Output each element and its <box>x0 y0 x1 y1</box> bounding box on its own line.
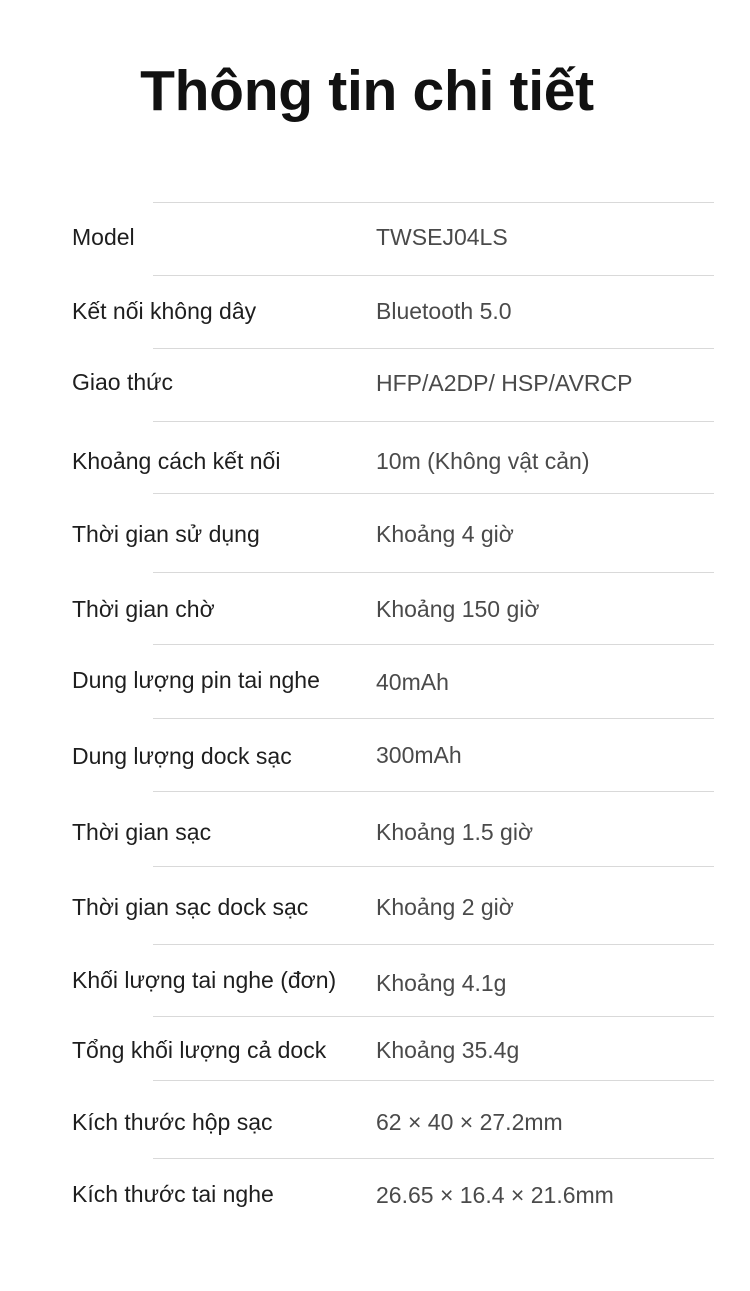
spec-value-charge-time: Khoảng 1.5 giờ <box>376 819 534 845</box>
row-divider <box>153 644 714 645</box>
spec-label-dock-charge-time: Thời gian sạc dock sạc <box>72 894 309 920</box>
spec-value-earbud-size: 26.65 × 16.4 × 21.6mm <box>376 1182 614 1208</box>
spec-label-case-size: Kích thước hộp sạc <box>72 1109 273 1135</box>
row-divider <box>153 791 714 792</box>
row-divider <box>153 1016 714 1017</box>
spec-value-model: TWSEJ04LS <box>376 224 508 250</box>
spec-label-range: Khoảng cách kết nối <box>72 448 281 474</box>
spec-value-total-weight: Khoảng 35.4g <box>376 1037 520 1063</box>
spec-label-protocol: Giao thức <box>72 369 174 395</box>
row-divider <box>153 1158 714 1159</box>
row-divider <box>153 718 714 719</box>
row-divider <box>153 275 714 276</box>
spec-value-earbud-weight: Khoảng 4.1g <box>376 970 507 996</box>
spec-value-standby-time: Khoảng 150 giờ <box>376 596 540 622</box>
spec-label-wireless: Kết nối không dây <box>72 298 257 324</box>
spec-label-dock-battery: Dung lượng dock sạc <box>72 743 292 769</box>
spec-value-case-size: 62 × 40 × 27.2mm <box>376 1109 563 1135</box>
row-divider <box>153 944 714 945</box>
row-divider <box>153 348 714 349</box>
page-title: Thông tin chi tiết <box>140 59 594 123</box>
spec-label-earbud-battery: Dung lượng pin tai nghe <box>72 667 320 693</box>
row-divider <box>153 202 714 203</box>
spec-value-protocol: HFP/A2DP/ HSP/AVRCP <box>376 370 633 396</box>
spec-value-dock-charge-time: Khoảng 2 giờ <box>376 894 514 920</box>
row-divider <box>153 493 714 494</box>
spec-label-standby-time: Thời gian chờ <box>72 596 215 622</box>
spec-value-range: 10m (Không vật cản) <box>376 448 590 474</box>
spec-label-charge-time: Thời gian sạc <box>72 819 212 845</box>
spec-value-dock-battery: 300mAh <box>376 742 462 768</box>
spec-value-usage-time: Khoảng 4 giờ <box>376 521 514 547</box>
spec-label-model: Model <box>72 224 135 250</box>
spec-value-wireless: Bluetooth 5.0 <box>376 298 512 324</box>
spec-label-total-weight: Tổng khối lượng cả dock <box>72 1037 327 1063</box>
row-divider <box>153 421 714 422</box>
spec-label-usage-time: Thời gian sử dụng <box>72 521 260 547</box>
row-divider <box>153 866 714 867</box>
row-divider <box>153 572 714 573</box>
spec-value-earbud-battery: 40mAh <box>376 669 449 695</box>
row-divider <box>153 1080 714 1081</box>
spec-label-earbud-size: Kích thước tai nghe <box>72 1181 274 1207</box>
spec-label-earbud-weight: Khối lượng tai nghe (đơn) <box>72 967 337 993</box>
